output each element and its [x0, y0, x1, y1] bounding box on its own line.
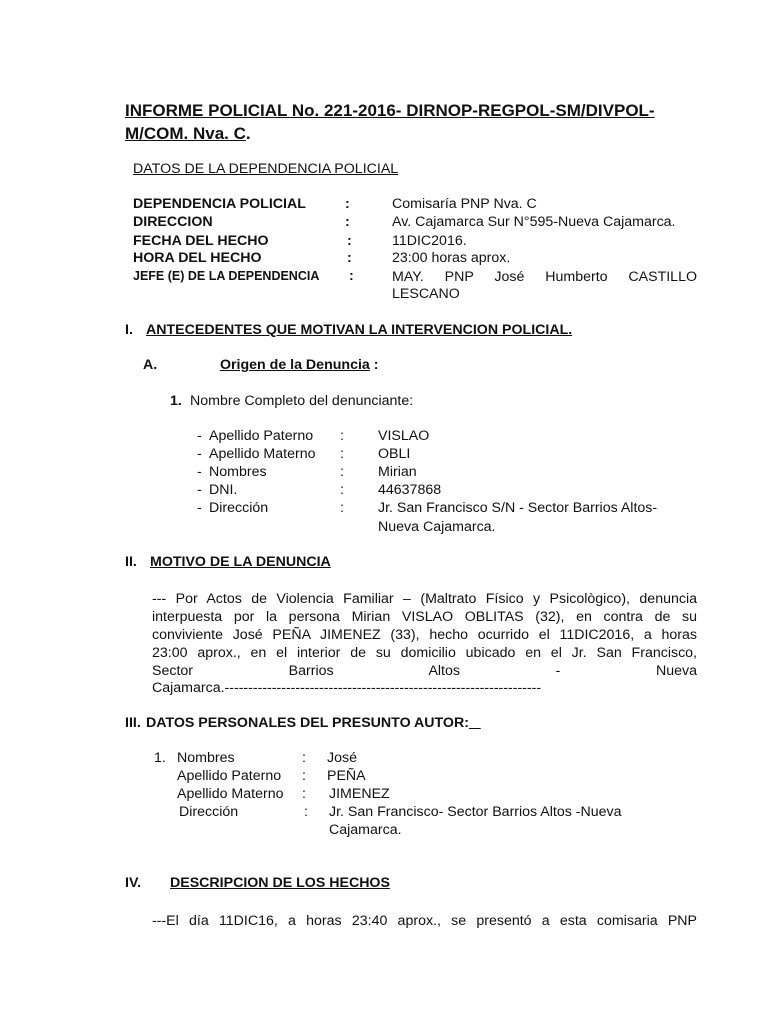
section3-number: III. — [125, 715, 141, 731]
section1-number: I. — [125, 322, 133, 338]
field-dash: - — [197, 428, 202, 444]
datos-sep: : — [345, 214, 350, 230]
section4-line: ---El día 11DIC16, a horas 23:40 aprox., se presentó a esta comisaria PNP — [152, 913, 697, 929]
field-dash: - — [197, 464, 202, 480]
section3-heading-text: DATOS PERSONALES DEL PRESUNTO AUTOR: — [146, 715, 469, 731]
section3-label-nombres: Nombres — [177, 750, 235, 766]
field-value-dni: 44637868 — [378, 482, 442, 498]
field-label-direccion: Dirección — [209, 500, 269, 516]
section3-value-nombres: José — [327, 750, 357, 766]
field-label-apellido-materno: Apellido Materno — [209, 446, 316, 462]
report-title-line2-wrap — [125, 123, 251, 144]
datos-label-dependencia: DEPENDENCIA POLICIAL — [133, 196, 306, 212]
field-sep: : — [340, 482, 344, 498]
datos-value-jefe-cont: LESCANO — [392, 286, 460, 302]
section2-line: --- Por Actos de Violencia Familiar – (Maltrato Físico y Psicològico), denuncia — [152, 591, 697, 607]
section1-sub-colon: : — [369, 357, 379, 373]
section3-sep: : — [302, 750, 306, 766]
field-label-dni: DNI. — [209, 482, 238, 498]
datos-value-direccion: Av. Cajamarca Sur N°595-Nueva Cajamarca. — [392, 214, 676, 230]
section4-number: IV. — [125, 875, 142, 891]
section3-label-direccion: Dirección — [179, 804, 239, 820]
section2-line: conviviente José PEÑA JIMENEZ (33), hecho ocurrido el 11DIC2016, a horas — [152, 627, 697, 643]
section1-heading: ANTECEDENTES QUE MOTIVAN LA INTERVENCION POLICIAL. — [146, 322, 573, 338]
field-label-apellido-paterno: Apellido Paterno — [209, 428, 314, 444]
section3-sep: : — [302, 786, 306, 802]
section1-sub-number: A. — [143, 357, 158, 373]
section3-heading — [146, 715, 481, 731]
datos-label-hora: HORA DEL HECHO — [133, 250, 262, 266]
field-sep: : — [340, 428, 344, 444]
section1-item-text: Nombre Completo del denunciante: — [190, 393, 414, 409]
field-dash: - — [197, 500, 202, 516]
section3-value-direccion: Jr. San Francisco- Sector Barrios Altos -Nueva — [329, 804, 622, 820]
section3-sep: : — [302, 768, 306, 784]
field-value-direccion-cont: Nueva Cajamarca. — [378, 519, 496, 535]
field-label-nombres: Nombres — [209, 464, 267, 480]
field-value-apellido-materno: OBLI — [378, 446, 411, 462]
section3-value-direccion-cont: Cajamarca. — [329, 822, 402, 838]
datos-sep: : — [347, 250, 352, 266]
section2-line: interpuesta por la persona Mirian VISLAO OBLITAS (32), en contra de su — [152, 609, 697, 625]
section3-item-number: 1. — [154, 750, 166, 766]
datos-sep: : — [347, 233, 352, 249]
field-dash: - — [197, 446, 202, 462]
section1-sub-heading-wrap — [220, 357, 378, 373]
section3-label-apellido-paterno: Apellido Paterno — [177, 768, 282, 784]
section4-heading: DESCRIPCION DE LOS HECHOS — [170, 875, 390, 891]
section3-label-apellido-materno: Apellido Materno — [177, 786, 284, 802]
datos-label-jefe: JEFE (E) DE LA DEPENDENCIA — [133, 269, 320, 283]
datos-sep: : — [345, 196, 350, 212]
report-title-line1: INFORME POLICIAL No. 221-2016- DIRNOP-REGPOL-SM/DIVPOL- — [125, 101, 655, 120]
field-sep: : — [340, 500, 344, 516]
datos-sep: : — [349, 268, 354, 284]
datos-label-direccion: DIRECCION — [133, 214, 213, 230]
section3-sep: : — [304, 804, 308, 820]
section1-item-number: 1. — [170, 393, 182, 409]
field-value-direccion: Jr. San Francisco S/N - Sector Barrios Altos- — [378, 500, 658, 516]
section2-heading: MOTIVO DE LA DENUNCIA — [150, 554, 331, 570]
section3-value-apellido-materno: JIMENEZ — [329, 786, 390, 802]
section2-line: Cajamarca.------------------------------------------------------------------- — [152, 680, 542, 696]
datos-value-dependencia: Comisaría PNP Nva. C — [392, 196, 537, 212]
datos-value-hora: 23:00 horas aprox. — [392, 250, 511, 266]
datos-value-jefe: MAY. PNP José Humberto CASTILLO — [392, 269, 697, 285]
field-value-apellido-paterno: VISLAO — [378, 428, 430, 444]
report-title-end: . — [245, 124, 251, 143]
datos-heading: DATOS DE LA DEPENDENCIA POLICIAL — [133, 161, 399, 177]
section1-sub-heading: Origen de la Denuncia — [220, 357, 370, 373]
section2-line: 23:00 aprox., en el interior de su domicilio ubicado en el Jr. San Francisco, — [152, 645, 697, 661]
section2-line: Sector Barrios Altos - Nueva — [152, 663, 697, 679]
field-sep: : — [340, 446, 344, 462]
section3-value-apellido-paterno: PEÑA — [327, 768, 366, 784]
field-value-nombres: Mirian — [378, 464, 417, 480]
section3-heading-underline-tail — [469, 715, 481, 731]
field-sep: : — [340, 464, 344, 480]
datos-value-fecha: 11DIC2016. — [392, 233, 467, 249]
report-title-line2: M/COM. Nva. C — [125, 124, 246, 143]
datos-label-fecha: FECHA DEL HECHO — [133, 233, 269, 249]
field-dash: - — [197, 482, 202, 498]
section2-number: II. — [125, 554, 137, 570]
